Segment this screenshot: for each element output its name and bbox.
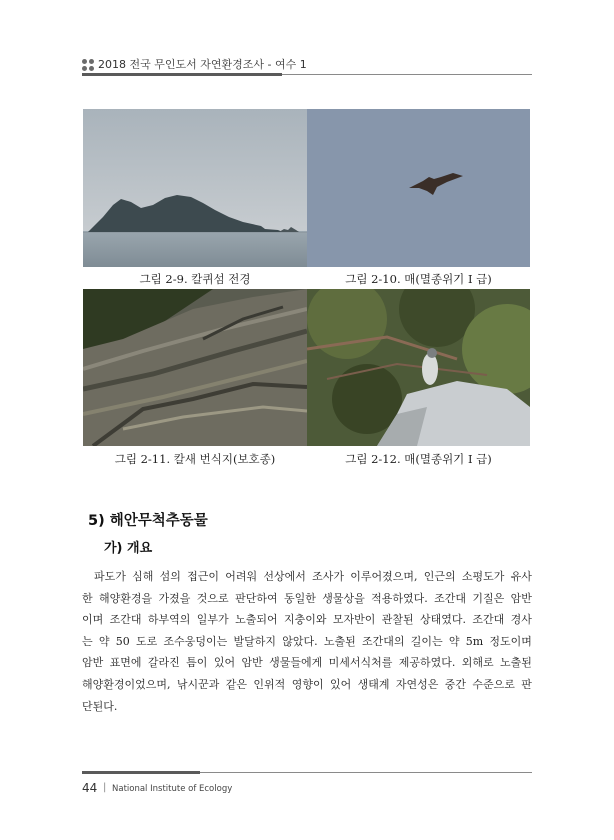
paragraph-line: 단된다. (82, 699, 118, 713)
header-dots-icon (82, 59, 94, 71)
paragraph-line: 한 해양환경을 가졌을 것으로 판단하여 동일한 생물상을 적용하였다. 조간대 기질은 암반 (82, 591, 532, 605)
paragraph-line: 이며 조간대 하부역의 일부가 노출되어 지충이와 모자반이 관찰된 상태였다. 조간대 경사 (82, 613, 532, 627)
page-number: 44 (82, 781, 98, 795)
body-paragraph (82, 566, 532, 717)
paragraph-line: 는 약 50 도로 조수웅덩이는 발달하지 않았다. 노출된 조간대의 길이는 약 5m 정도이며 (82, 634, 532, 648)
section-heading: 5) 해안무척추동물 (88, 513, 208, 529)
figure-caption: 그림 2-12. 매(멸종위기 I 급) (345, 452, 492, 466)
footer-rule-accent (82, 771, 200, 774)
paragraph-line: 파도가 심해 섬의 접근이 어려워 선상에서 조사가 이루어졌으며, 인근의 소평도가 유사 (94, 570, 532, 583)
falcon-perched-photo (307, 289, 530, 446)
figure-caption: 그림 2-11. 칼새 번식지(보호종) (114, 452, 276, 466)
paragraph-line: 해양환경이었으며, 낚시꾼과 같은 인위적 영향이 있어 생태계 자연성은 중간 수준으로 판 (82, 677, 532, 691)
falcon-in-flight-photo (307, 109, 530, 267)
rock-cliff-photo (83, 289, 307, 446)
section-subheading: 가) 개요 (104, 541, 153, 556)
header-title: 2018 전국 무인도서 자연환경조사 - 여수 1 (98, 58, 307, 71)
figure-caption: 그림 2-10. 매(멸종위기 I 급) (345, 272, 492, 286)
figure-caption: 그림 2-9. 칼퀴섬 전경 (139, 272, 251, 286)
island-photo (83, 109, 307, 267)
footer-organization: National Institute of Ecology (112, 784, 233, 794)
footer-separator: | (103, 782, 107, 793)
header-rule-accent (82, 73, 282, 76)
paragraph-line: 암반 표면에 갈라진 틈이 있어 암반 생물들에게 미세서식처를 제공하였다. 외해로 노출된 (82, 656, 532, 670)
